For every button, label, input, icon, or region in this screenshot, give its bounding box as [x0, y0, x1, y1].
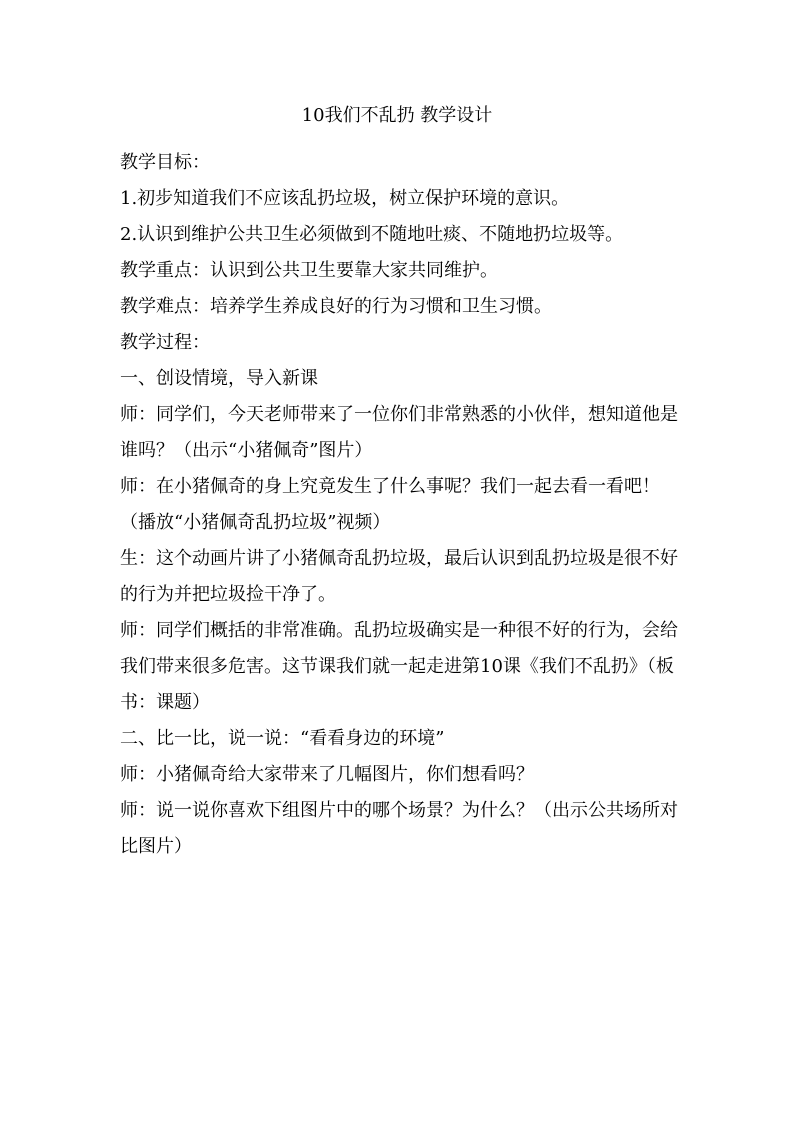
teaching-key-point: 教学重点：认识到公共卫生要靠大家共同维护。: [120, 260, 498, 281]
section-heading-1: 一、创设情境，导入新课: [120, 368, 318, 389]
teaching-difficulty: 教学难点：培养学生养成良好的行为习惯和卫生习惯。: [120, 296, 552, 317]
paragraph: 师：在小猪佩奇的身上究竟发生了什么事呢？我们一起去看一看吧！（播放“小猪佩奇乱扔垃圾”视频）: [120, 476, 660, 533]
document-body: [120, 145, 680, 865]
paragraph: 师：说一说你喜欢下组图片中的哪个场景？为什么？（出示公共场所对比图片）: [120, 800, 678, 857]
paragraph: 师：同学们，今天老师带来了一位你们非常熟悉的小伙伴，想知道他是谁吗？（出示“小猪佩奇”图片）: [120, 404, 678, 461]
heading-teaching-goals: 教学目标：: [120, 152, 210, 173]
goal-item-1: 1.初步知道我们不应该乱扔垃圾，树立保护环境的意识。: [120, 188, 570, 209]
paragraph: 生：这个动画片讲了小猪佩奇乱扔垃圾，最后认识到乱扔垃圾是很不好的行为并把垃圾捡干净了。: [120, 548, 678, 605]
document-title: 10我们不乱扔 教学设计: [301, 105, 493, 126]
goal-item-2: 2.认识到维护公共卫生必须做到不随地吐痰、不随地扔垃圾等。: [120, 224, 624, 245]
heading-teaching-process: 教学过程：: [120, 332, 210, 353]
paragraph: 师：小猪佩奇给大家带来了几幅图片，你们想看吗？: [120, 764, 534, 785]
paragraph: 师：同学们概括的非常准确。乱扔垃圾确实是一种很不好的行为，会给我们带来很多危害。这节课我们就一起走进第10课《我们不乱扔》（板书：课题）: [120, 620, 678, 713]
section-heading-2: 二、比一比，说一说：“看看身边的环境”: [120, 728, 445, 749]
